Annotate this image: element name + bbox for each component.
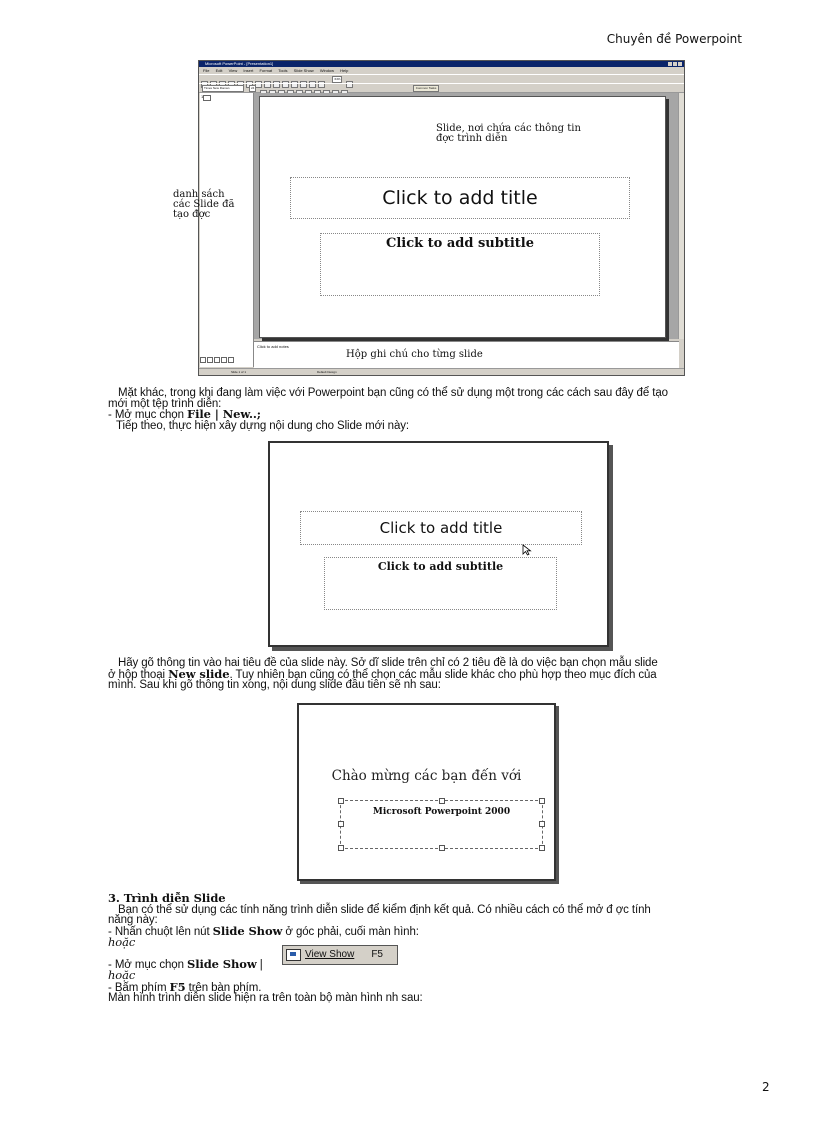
menu-file: File [203,68,210,73]
section3-or2-text: hoặc [108,968,136,982]
resize-handle [439,798,445,804]
menu-bar [199,67,684,74]
view-show-shortcut: F5 [371,949,383,960]
section3-item3-bold: F5 [169,979,186,994]
subtitle-selected-box [340,800,543,849]
common-tasks-button: Common Tasks [413,85,440,92]
minimize-icon [668,62,672,66]
outline-slide-number: 1 [201,94,204,99]
title-placeholder: Click to add title [290,177,630,219]
slide-show-icon [228,357,234,363]
subtitle-placeholder: Click to add subtitle [324,557,557,610]
menu-insert: Insert [243,68,254,73]
annotation-list-line3: tạo đợc [173,209,211,220]
para1-item-prefix: - Mở mục chọn [108,409,187,421]
section3-item1 [108,923,770,938]
page-number: 2 [762,1080,770,1094]
section3-line1: Bạn có thể sử dụng các tính năng trình diễn slide để kiểm định kết quả. Có nhiều cách có thể mở đ ợc tính [118,903,651,916]
paragraph-1 [108,388,770,431]
mouse-cursor-icon [522,544,532,556]
annotation-notes: Hộp ghi chú cho từng slide [346,349,483,360]
view-buttons [200,350,235,368]
notes-placeholder: Click to add notes [257,344,289,349]
section3-item2-post: | [256,958,263,971]
section3-item3-post: trên bàn phím. [185,981,262,994]
resize-handle [539,845,545,851]
subtitle-placeholder: Click to add subtitle [320,233,600,296]
formatting-toolbar [199,83,684,93]
slide-thumbnail-icon [203,95,211,101]
status-bar [199,368,684,375]
menu-view: View [228,68,238,73]
resize-handle [439,845,445,851]
para1-item [108,409,770,421]
slide-subtitle: Microsoft Powerpoint 2000 [372,807,511,817]
section3-item1-bold: Slide Show [212,923,283,938]
status-design: Default Design [317,370,337,374]
section3-item2-bold: Slide Show [187,956,257,971]
resize-handle [338,798,344,804]
outline-view-icon [207,357,213,363]
para1-item-bold: File | New..; [187,407,261,421]
section3-line2: năng này: [108,914,158,926]
powerpoint-window-screenshot [198,60,685,376]
slide-title: Chào mừng các bạn đến với [331,768,522,784]
section3-item3-pre: - Bấm phím [108,981,170,994]
para2-line2-pre: ở hộp thoại [108,668,169,681]
section3-or1-text: hoặc [108,935,136,949]
resize-handle [338,821,344,827]
section-3 [108,893,770,1004]
view-show-label: View Show [305,949,355,960]
annotation-slide-line1: Slide, nơi chứa các thông tin [436,123,581,134]
section3-item2-pre: - Mở mục chọn [108,958,187,971]
para2-line3: mình. Sau khi gõ thông tin xong, nội dung slide đầu tiên sẽ nh sau: [108,679,441,691]
annotation-slide-list [173,190,234,220]
zoom-box: 64% [334,77,341,81]
annotation-list-line1: danh sách [173,189,225,200]
annotation-slide [436,124,581,144]
sorter-view-icon [221,357,227,363]
slide-outline-pane [200,93,254,367]
para1-line1: Mặt khác, trong khi đang làm việc với Powerpoint bạn cũng có thể sử dụng một trong các cách sau đây để tạo [118,387,668,399]
section3-item1-post: ở góc phải, cuối màn hình: [282,925,419,938]
resize-handle [539,798,545,804]
para2-line1: Hãy gõ thông tin vào hai tiêu đề của slide này. Sở dĩ slide trên chỉ có 2 tiêu đề là do việc bạn chọn mẫu slide [118,657,658,669]
menu-tools: Tools [278,68,288,73]
para2-line2-post: . Tuy nhiên bạn cũng có thể chọn các mẫu slide khác cho phù hợp theo mục đích của [229,668,657,681]
font-size-box: 24 [251,86,255,90]
menu-help: Help [340,68,349,73]
section3-item1-pre: - Nhấn chuột lên nút [108,925,213,938]
paragraph-2 [108,658,770,691]
window-title: Microsoft PowerPoint - [Presentation1] [205,61,274,66]
annotation-slide-line2: đợc trình diễn [436,133,508,144]
para1-line2: mới một tệp trình diễn: [108,397,222,410]
title-placeholder: Click to add title [300,511,582,545]
page-header: Chuyên đề Powerpoint [606,32,742,46]
menu-edit: Edit [215,68,223,73]
section-3-heading-text: 3. Trình diễn Slide [108,891,226,905]
section-3-heading [108,893,770,905]
new-slide-screenshot [268,441,609,647]
para2-line2-bold: New slide [168,666,230,681]
section3-or1 [108,937,770,949]
normal-view-icon [200,357,206,363]
menu-format: Format [259,68,273,73]
close-icon [678,62,682,66]
menu-window: Window [319,68,335,73]
filled-slide-screenshot [297,703,556,881]
font-name-box: Times New Roman [202,85,244,92]
para1-line4: Tiếp theo, thực hiện xây dựng nội dung cho Slide mới này: [116,419,409,432]
annotation-list-line2: các Slide đã [173,199,235,210]
resize-handle [539,821,545,827]
view-show-menu-item [282,945,398,965]
status-slide-count: Slide 1 of 1 [231,370,247,374]
resize-handle [338,845,344,851]
section3-line-last: Màn hình trình diễn slide hiện ra trên toàn bộ màn hình nh sau: [108,992,423,1004]
vertical-scrollbar [678,93,684,339]
menu-slide-show: Slide Show [293,68,314,73]
section3-item2 [108,956,770,971]
maximize-icon [673,62,677,66]
view-show-icon [286,949,301,961]
slide-view-icon [214,357,220,363]
section3-or2 [108,970,770,982]
